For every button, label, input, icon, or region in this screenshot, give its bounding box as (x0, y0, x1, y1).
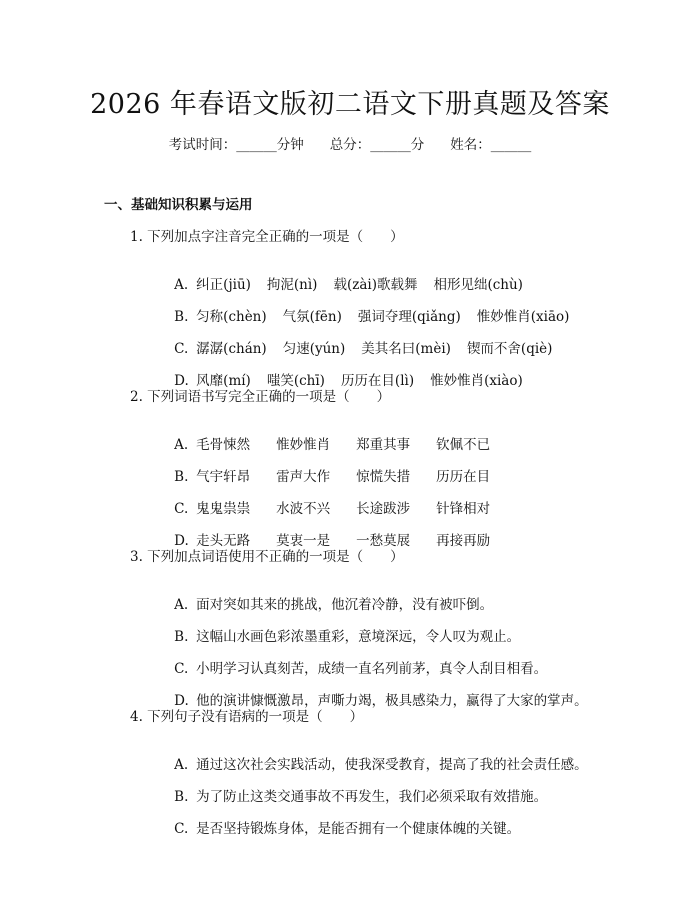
exam-time-label: 考试时间：______分钟 (168, 137, 304, 153)
option-letter: B. (174, 629, 189, 645)
option-item: 气氛(fēn) (282, 309, 342, 325)
option-item: 风靡(mí) (196, 373, 251, 389)
option-text: 通过这次社会实践活动，使我深受教育，提高了我的社会责任感。 (196, 757, 588, 773)
option-item: 嗤笑(chī) (266, 373, 325, 389)
option-item: 一愁莫展 (356, 533, 411, 549)
option-text: 面对突如其来的挑战，他沉着冷静，没有被吓倒。 (196, 597, 494, 613)
exam-title: 2026 年春语文版初二语文下册真题及答案 (90, 89, 610, 120)
exam-meta-line (0, 133, 700, 153)
option-letter: C. (174, 501, 189, 517)
option-item: 莫衷一是 (276, 533, 331, 549)
option-letter: C. (174, 661, 189, 677)
option-item: 匀速(yún) (282, 341, 346, 357)
option-item: 惟妙惟肖(xiāo) (476, 309, 570, 325)
option-item: 郑重其事 (356, 437, 411, 453)
question-3: 3. 下列加点词语使用不正确的一项是（ ） (130, 549, 404, 565)
option-item: 钦佩不已 (436, 437, 491, 453)
option-item: 潺潺(chán) (196, 341, 267, 357)
option-text: 这幅山水画色彩浓墨重彩，意境深远，令人叹为观止。 (196, 629, 521, 645)
option-letter: A. (174, 277, 189, 293)
option-letter: A. (174, 757, 189, 773)
option-letter: D. (174, 373, 189, 389)
q4-option-c[interactable] (157, 801, 520, 853)
option-letter: B. (174, 789, 189, 805)
section-title: 一、基础知识积累与运用 (104, 197, 253, 213)
option-letter: D. (174, 693, 189, 709)
option-item: 长途跋涉 (356, 501, 411, 517)
option-item: 气宇轩昂 (196, 469, 251, 485)
question-4: 4. 下列句子没有语病的一项是（ ） (130, 709, 364, 725)
option-letter: C. (174, 821, 189, 837)
option-letter: B. (174, 469, 189, 485)
option-text: 他的演讲慷慨激昂，声嘶力竭，极具感染力，赢得了大家的掌声。 (196, 693, 588, 709)
option-text: 为了防止这类交通事故不再发生，我们必须采取有效措施。 (196, 789, 548, 805)
option-item: 强词夺理(qiǎng) (357, 309, 461, 325)
option-text: 小明学习认真刻苦，成绩一直名列前茅，真令人刮目相看。 (196, 661, 548, 677)
option-item: 雷声大作 (276, 469, 331, 485)
option-item: 匀称(chèn) (196, 309, 267, 325)
option-text: 是否坚持锻炼身体，是能否拥有一个健康体魄的关键。 (196, 821, 521, 837)
option-item: 水波不兴 (276, 501, 331, 517)
question-1: 1. 下列加点字注音完全正确的一项是（ ） (130, 229, 404, 245)
option-letter: A. (174, 597, 189, 613)
option-item: 鬼鬼祟祟 (196, 501, 251, 517)
option-letter: C. (174, 341, 189, 357)
option-item: 载(zài)歌载舞 (333, 277, 418, 293)
option-item: 拘泥(nì) (266, 277, 318, 293)
option-item: 惊慌失措 (356, 469, 411, 485)
option-letter: A. (174, 437, 189, 453)
total-score-label: 总分：______分 (329, 137, 425, 153)
option-item: 相形见绌(chù) (433, 277, 523, 293)
option-item: 锲而不舍(qiè) (466, 341, 553, 357)
option-item: 再接再励 (436, 533, 491, 549)
option-item: 惟妙惟肖(xiào) (430, 373, 523, 389)
option-item: 针锋相对 (436, 501, 491, 517)
option-item: 历历在目(lì) (340, 373, 415, 389)
option-item: 惟妙惟肖 (276, 437, 331, 453)
option-item: 历历在目 (436, 469, 491, 485)
option-letter: B. (174, 309, 189, 325)
option-item: 走头无路 (196, 533, 251, 549)
student-name-label: 姓名：______ (450, 137, 532, 153)
question-2: 2. 下列词语书写完全正确的一项是（ ） (130, 389, 391, 405)
option-item: 毛骨悚然 (196, 437, 251, 453)
option-item: 美其名曰(mèi) (361, 341, 451, 357)
option-letter: D. (174, 533, 189, 549)
option-item: 纠正(jiū) (196, 277, 251, 293)
